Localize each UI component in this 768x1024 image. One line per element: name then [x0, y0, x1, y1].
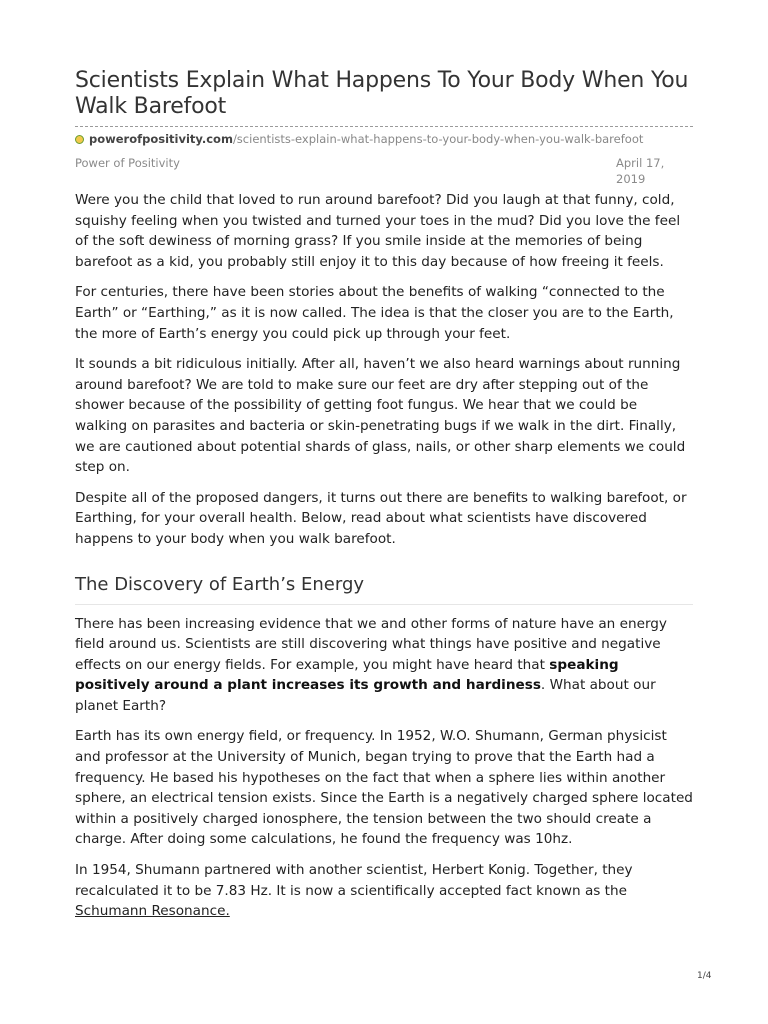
paragraph: Earth has its own energy field, or frequency. In 1952, W.O. Shumann, German physicist and professor at the University of Munich, began trying to prove that the Earth had a frequency. He based his hypotheses on the fact that when a sphere lies within another sphere, an electrical tension exists. Since the Earth is a negatively charged sphere located within a positively charged ionosphere, the tension between the two should create a charge. After doing some calculations, he found the frequency was 10hz. — [75, 728, 693, 848]
page-number: 1/4 — [697, 971, 712, 981]
paragraph: Despite all of the proposed dangers, it turns out there are benefits to walking barefoot, or Earthing, for your overall health. Below, read about what scientists have discovered happens to your body when you walk barefoot. — [75, 489, 687, 547]
paragraph: Were you the child that loved to run around barefoot? Did you laugh at that funny, cold, squishy feeling when you twisted and turned your toes in the mud? Did you love the feel of the soft dewiness of morning grass? If you smile inside at the memories of being barefoot as a kid, you probably still enjoy it to this day because of how freeing it feels. — [75, 192, 681, 270]
source-domain[interactable]: powerofpositivity.com — [89, 132, 233, 146]
paragraph — [75, 860, 693, 922]
section-body — [75, 614, 693, 922]
bold-link-text[interactable]: speaking positively around a plant increases its growth and hardiness — [75, 656, 619, 694]
text-run: There has been increasing evidence that we and other forms of nature have an energy field around us. Scientists are still discovering what things have positive and negative effects on our energy fields. For example, you might have heard that — [75, 615, 667, 673]
source-url[interactable] — [75, 131, 693, 147]
schumann-resonance-link[interactable]: Schumann Resonance. — [75, 903, 230, 920]
paragraph — [75, 614, 693, 717]
site-favicon-icon — [75, 135, 84, 144]
source-path[interactable]: /scientists-explain-what-happens-to-your-body-when-you-walk-barefoot — [232, 132, 644, 146]
publish-date: April 17, 2019 — [616, 156, 665, 186]
text-run: . What about our planet Earth? — [75, 677, 656, 714]
article-body — [75, 190, 693, 550]
author: Power of Positivity — [75, 156, 180, 170]
section-heading: The Discovery of Earth’s Energy — [75, 572, 693, 605]
article-meta — [75, 155, 693, 189]
article-page — [75, 68, 693, 932]
article-title: Scientists Explain What Happens To Your Body When You Walk Barefoot — [75, 68, 689, 119]
paragraph: For centuries, there have been stories about the benefits of walking “connected to the Earth” or “Earthing,” as it is now called. The idea is that the closer you are to the Earth, the more of Earth’s energy you could pick up through your feet. — [75, 284, 674, 342]
dashed-divider — [75, 126, 693, 127]
paragraph: It sounds a bit ridiculous initially. After all, haven’t we also heard warnings about running around barefoot? We are told to make sure our feet are dry after stepping out of the shower because of the possibility of getting foot fungus. We hear that we could be walking on parasites and bacteria or skin-penetrating bugs if we walk in the dirt. Finally, we are cautioned about potential shards of glass, nails, or other sharp elements we could step on. — [75, 356, 686, 476]
text-run: In 1954, Shumann partnered with another scientist, Herbert Konig. Together, they recalculated it to be 7.83 Hz. It is now a scientifically accepted fact known as the — [75, 862, 633, 899]
